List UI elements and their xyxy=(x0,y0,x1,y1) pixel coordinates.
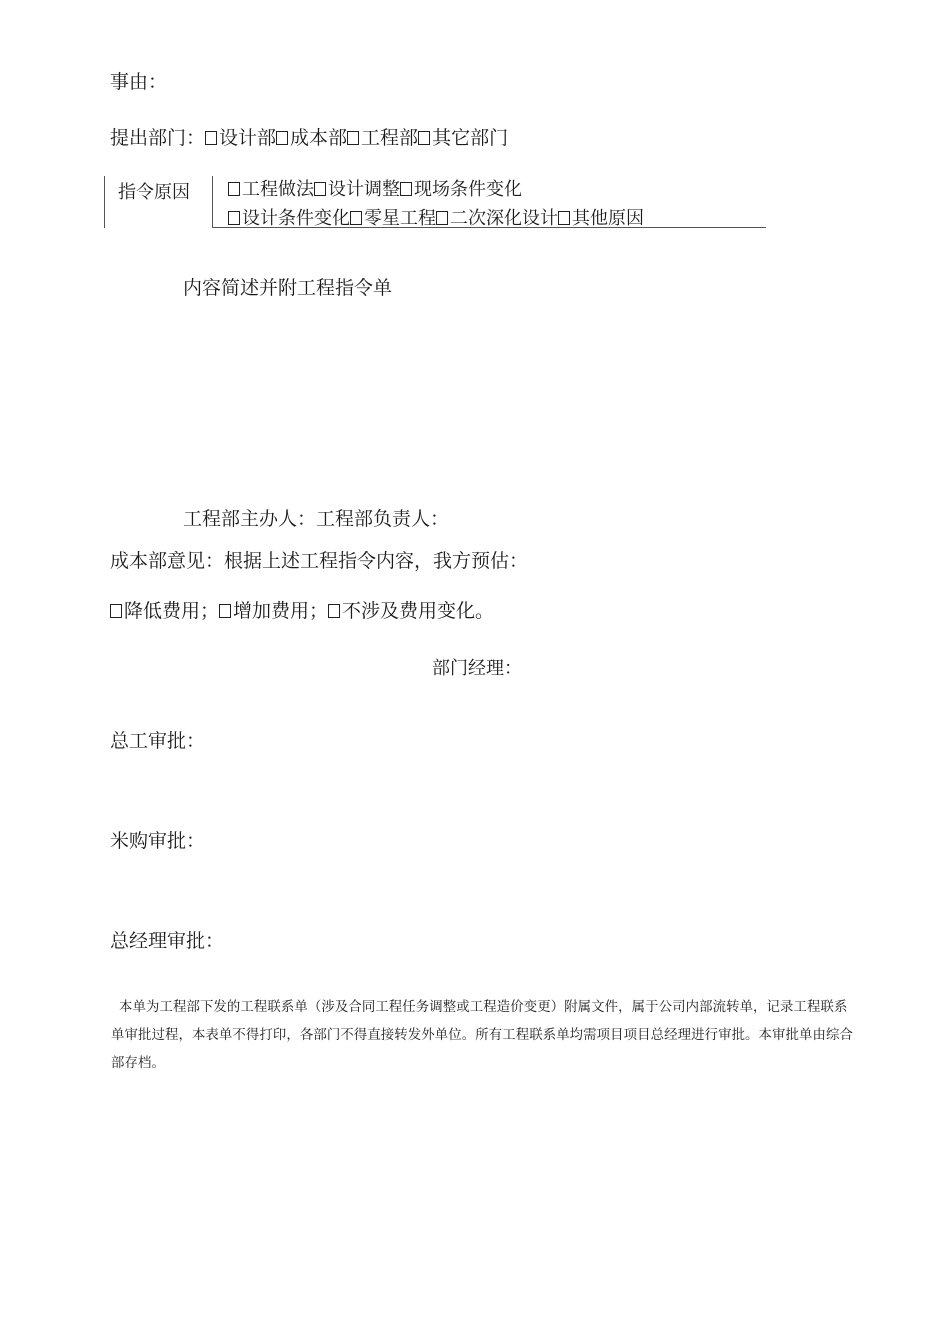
cost-options-row xyxy=(110,599,494,623)
procurement-approval: 米购审批： xyxy=(110,830,206,852)
checkbox-icon[interactable] xyxy=(205,131,217,145)
instruction-label: 指令原因 xyxy=(118,182,190,203)
checkbox-icon[interactable] xyxy=(314,182,326,196)
checkbox-icon[interactable] xyxy=(436,211,448,225)
checkbox-icon[interactable] xyxy=(350,211,362,225)
instruction-option-minor-work[interactable]: 零星工程 xyxy=(350,208,436,229)
instruction-row-1 xyxy=(228,178,522,202)
department-label: 提出部门： xyxy=(110,127,206,149)
instruction-option-design-adjust[interactable]: 设计调整 xyxy=(314,179,400,200)
table-divider xyxy=(212,176,213,228)
department-option-design[interactable]: 设计部 xyxy=(205,127,276,149)
table-left-border xyxy=(104,176,105,228)
department-option-engineering[interactable]: 工程部 xyxy=(347,127,418,149)
content-title: 内容简述并附工程指令单 xyxy=(183,277,393,299)
instruction-row-2 xyxy=(228,207,644,231)
cost-opinion: 成本部意见：根据上述工程指令内容，我方预估： xyxy=(110,550,529,572)
department-option-other[interactable]: 其它部门 xyxy=(418,127,508,149)
checkbox-icon[interactable] xyxy=(228,182,240,196)
engineering-signers: 工程部主办人：工程部负责人： xyxy=(183,508,450,530)
checkbox-icon[interactable] xyxy=(558,211,570,225)
department-option-cost[interactable]: 成本部 xyxy=(276,127,347,149)
checkbox-icon[interactable] xyxy=(347,131,359,145)
checkbox-icon[interactable] xyxy=(110,604,122,618)
instruction-option-other[interactable]: 其他原因 xyxy=(558,208,644,229)
department-row xyxy=(110,126,508,150)
footnote: 本单为工程部下发的工程联系单（涉及合同工程任务调整或工程造价变更）附属文件，属于公司内部流转单，记录工程联系单审批过程，本表单不得打印，各部门不得直接转发外单位。所有工程联系单均需项目项目总经理进行审批。本审批单由综合部存档。 xyxy=(111,1000,853,1071)
cost-option-increase[interactable]: 增加费用； xyxy=(219,600,328,622)
checkbox-icon[interactable] xyxy=(228,211,240,225)
instruction-option-deepening[interactable]: 二次深化设计 xyxy=(436,208,558,229)
instruction-option-site-change[interactable]: 现场条件变化 xyxy=(400,179,522,200)
general-manager-approval: 总经理审批： xyxy=(110,930,225,952)
cost-option-none[interactable]: 不涉及费用变化。 xyxy=(328,600,494,622)
checkbox-icon[interactable] xyxy=(219,604,231,618)
reason-label: 事由： xyxy=(110,71,168,93)
cost-option-reduce[interactable]: 降低费用； xyxy=(110,600,219,622)
chief-engineer-approval: 总工审批： xyxy=(110,730,206,752)
checkbox-icon[interactable] xyxy=(328,604,340,618)
instruction-option-method[interactable]: 工程做法 xyxy=(228,179,314,200)
instruction-option-design-condition[interactable]: 设计条件变化 xyxy=(228,208,350,229)
checkbox-icon[interactable] xyxy=(400,182,412,196)
checkbox-icon[interactable] xyxy=(276,131,288,145)
checkbox-icon[interactable] xyxy=(418,131,430,145)
dept-manager-label: 部门经理： xyxy=(432,658,522,679)
